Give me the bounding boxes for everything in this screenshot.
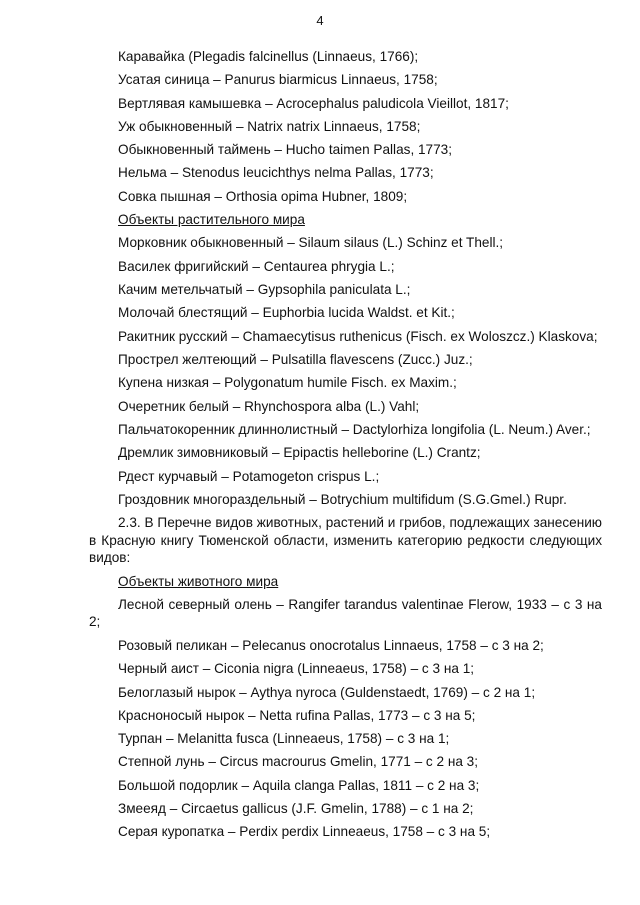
list-item: Прострел желтеющий – Pulsatilla flavescens (Zucc.) Juz.; bbox=[118, 352, 473, 368]
document-body bbox=[89, 45, 602, 844]
list-item: Очеретник белый – Rhynchospora alba (L.) Vahl; bbox=[118, 398, 420, 414]
list-item: Ракитник русский – Chamaecytisus ruthenicus (Fisch. ex Woloszcz.) Klaskova; bbox=[118, 328, 598, 344]
list-item: Большой подорлик – Aquila clanga Pallas, 1811 – с 2 на 3; bbox=[118, 777, 480, 793]
list-item: Купена низкая – Polygonatum humile Fisch. ex Maxim.; bbox=[118, 375, 457, 391]
list-item: Каравайка (Plegadis falcinellus (Linnaeus, 1766); bbox=[118, 49, 419, 64]
list-item: Красноносый нырок – Netta rufina Pallas, 1773 – с 3 на 5; bbox=[118, 707, 476, 723]
section-heading-plants: Объекты растительного мира bbox=[118, 212, 305, 228]
list-item: Степной лунь – Circus macrourus Gmelin, 1771 – с 2 на 3; bbox=[118, 754, 479, 770]
list-item: Турпан – Melanitta fusca (Linneaeus, 1758) – с 3 на 1; bbox=[118, 731, 450, 747]
list-item: Вертлявая камышевка – Acrocephalus paludicola Vieillot, 1817; bbox=[118, 95, 509, 111]
list-item: Морковник обыкновенный – Silaum silaus (L.) Schinz et Thell.; bbox=[118, 235, 504, 251]
list-item: Розовый пеликан – Pelecanus onocrotalus Linnaeus, 1758 – с 3 на 2; bbox=[118, 637, 544, 653]
list-item: Белоглазый нырок – Aythya nyroca (Guldenstaedt, 1769) – с 2 на 1; bbox=[118, 684, 536, 700]
list-item: Лесной северный олень – Rangifer tarandus valentinae Flerow, 1933 – с 3 на 2; bbox=[89, 596, 602, 630]
list-item: Качим метельчатый – Gypsophila paniculata L.; bbox=[118, 281, 411, 297]
list-item: Обыкновенный таймень – Hucho taimen Pallas, 1773; bbox=[118, 142, 453, 158]
list-item: Серая куропатка – Perdix perdix Linneaeus, 1758 – с 3 на 5; bbox=[118, 824, 491, 840]
list-item: Молочай блестящий – Euphorbia lucida Waldst. et Kit.; bbox=[118, 305, 455, 321]
list-item: Дремлик зимовниковый – Epipactis helleborine (L.) Crantz; bbox=[118, 445, 481, 461]
list-item: Совка пышная – Orthosia opima Hubner, 1809; bbox=[118, 188, 408, 204]
list-item: Рдест курчавый – Potamogeton crispus L.; bbox=[118, 468, 380, 484]
list-item: Василек фригийский – Centaurea phrygia L.; bbox=[118, 258, 395, 274]
list-item: Уж обыкновенный – Natrix natrix Linnaeus, 1758; bbox=[118, 118, 421, 134]
list-item: Черный аист – Ciconia nigra (Linneaeus, 1758) – с 3 на 1; bbox=[118, 661, 475, 677]
section-2-3-paragraph: 2.3. В Перечне видов животных, растений и грибов, подлежащих занесению в Красную книгу Тюменской области, изменить категорию редкости следующих видов: bbox=[89, 515, 602, 566]
list-item: Нельма – Stenodus leucichthys nelma Pallas, 1773; bbox=[118, 165, 434, 181]
list-item: Усатая синица – Panurus biarmicus Linnaeus, 1758; bbox=[118, 72, 438, 88]
section-heading-animals: Объекты животного мира bbox=[118, 573, 279, 589]
list-item: Змееяд – Circaetus gallicus (J.F. Gmelin, 1788) – с 1 на 2; bbox=[118, 801, 474, 817]
page-number: 4 bbox=[316, 13, 324, 28]
list-item: Пальчатокоренник длиннолистный – Dactylorhiza longifolia (L. Neum.) Aver.; bbox=[118, 421, 591, 437]
list-item: Гроздовник многораздельный – Botrychium multifidum (S.G.Gmel.) Rupr. bbox=[118, 491, 567, 507]
